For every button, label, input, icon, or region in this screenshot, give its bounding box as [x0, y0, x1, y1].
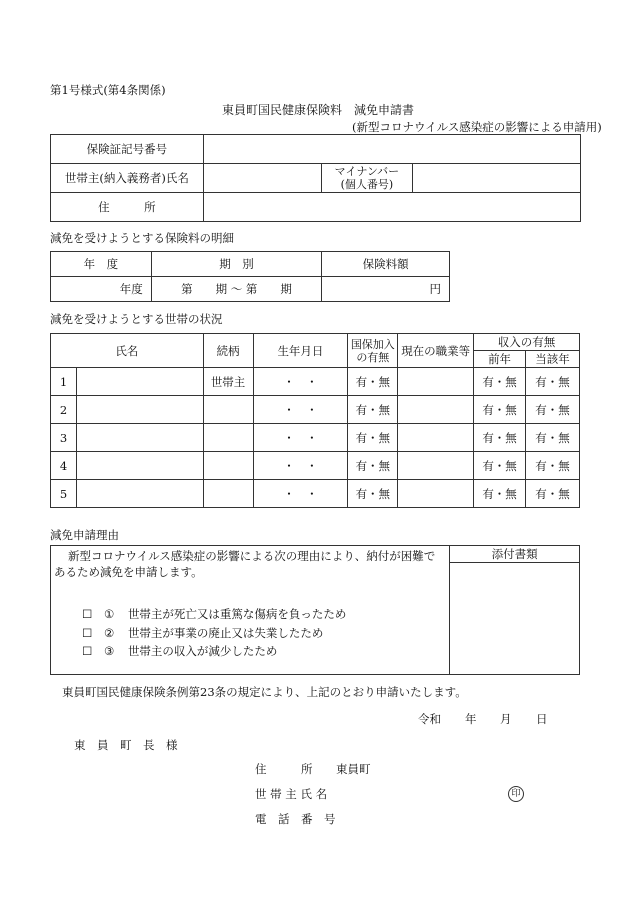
member-job-field[interactable] — [398, 368, 474, 396]
premium-year-field[interactable]: 年度 — [51, 277, 152, 302]
member-name-field[interactable] — [76, 480, 203, 508]
member-relation-field[interactable]: 世帯主 — [203, 368, 253, 396]
member-nhi-field[interactable]: 有・無 — [348, 368, 398, 396]
checkbox[interactable]: ☐ — [82, 644, 93, 658]
member-birth-field[interactable]: ・ ・ — [253, 480, 348, 508]
mynumber-label-line1: マイナンバー — [334, 165, 400, 178]
member-relation-field[interactable] — [203, 424, 253, 452]
row-number: 4 — [51, 452, 77, 480]
household-col-income: 収入の有無 — [474, 334, 580, 351]
insurance-card-label: 保険証記号番号 — [51, 135, 204, 164]
reason-item[interactable] — [82, 606, 346, 622]
reason-item[interactable] — [82, 625, 323, 641]
reason-text: 世帯主が死亡又は重篤な傷病を負ったため — [127, 607, 347, 621]
member-birth-field[interactable]: ・ ・ — [253, 396, 348, 424]
reason-number: ③ — [103, 644, 115, 658]
member-income-prev-field[interactable]: 有・無 — [474, 368, 526, 396]
attachments-field[interactable] — [450, 563, 580, 675]
date-year[interactable]: 年 — [465, 712, 477, 726]
head-name-label: 世帯主(納入義務者)氏名 — [51, 164, 204, 193]
member-income-curr-field[interactable]: 有・無 — [526, 452, 580, 480]
member-income-prev-field[interactable]: 有・無 — [474, 452, 526, 480]
applicant-name-label: 世 帯 主 氏 名 — [255, 787, 328, 801]
table-row — [51, 368, 580, 396]
checkbox[interactable]: ☐ — [82, 626, 93, 640]
household-col-birth: 生年月日 — [253, 334, 348, 368]
form-subtitle: (新型コロナウイルス感染症の影響による申請用) — [352, 120, 602, 134]
table-row — [51, 396, 580, 424]
household-col-nhi — [348, 334, 398, 368]
household-col-income-curr: 当該年 — [526, 351, 580, 368]
premium-period-field[interactable]: 第 期 〜 第 期 — [151, 277, 322, 302]
table-row — [51, 424, 580, 452]
member-name-field[interactable] — [76, 424, 203, 452]
member-name-field[interactable] — [76, 396, 203, 424]
member-income-prev-field[interactable]: 有・無 — [474, 424, 526, 452]
premium-heading: 減免を受けようとする保険料の明細 — [50, 231, 234, 245]
seal-mark — [508, 785, 524, 802]
member-relation-field[interactable] — [203, 452, 253, 480]
member-birth-field[interactable]: ・ ・ — [253, 368, 348, 396]
member-income-curr-field[interactable]: 有・無 — [526, 424, 580, 452]
household-col-name: 氏名 — [51, 334, 204, 368]
table-row — [51, 452, 580, 480]
household-col-nhi-line2: の有無 — [356, 350, 390, 364]
date-month[interactable]: 月 — [500, 712, 512, 726]
applicant-address-value[interactable]: 東員町 — [336, 762, 371, 776]
member-name-field[interactable] — [76, 452, 203, 480]
mynumber-field[interactable] — [413, 164, 581, 193]
reason-item[interactable] — [82, 643, 277, 659]
date-era: 令和 — [418, 712, 441, 726]
member-nhi-field[interactable]: 有・無 — [348, 396, 398, 424]
reason-intro-line2: あるため減免を申請します。 — [54, 565, 203, 579]
row-number: 3 — [51, 424, 77, 452]
insurance-card-field[interactable] — [203, 135, 580, 164]
household-heading: 減免を受けようとする世帯の状況 — [50, 312, 223, 326]
household-col-job: 現在の職業等 — [398, 334, 474, 368]
row-number: 2 — [51, 396, 77, 424]
member-name-field[interactable] — [76, 368, 203, 396]
reason-number: ① — [103, 607, 115, 621]
row-number: 1 — [51, 368, 77, 396]
member-job-field[interactable] — [398, 424, 474, 452]
row-number: 5 — [51, 480, 77, 508]
reason-number: ② — [103, 626, 115, 640]
member-income-curr-field[interactable]: 有・無 — [526, 480, 580, 508]
member-job-field[interactable] — [398, 396, 474, 424]
applicant-info-table — [50, 134, 581, 222]
reason-heading: 減免申請理由 — [50, 528, 119, 542]
member-income-curr-field[interactable]: 有・無 — [526, 396, 580, 424]
member-birth-field[interactable]: ・ ・ — [253, 424, 348, 452]
premium-amount-field[interactable]: 円 — [322, 277, 450, 302]
application-statement: 東員町国民健康保険条例第23条の規定により、上記のとおり申請いたします。 — [62, 685, 467, 699]
reason-text: 世帯主が事業の廃止又は失業したため — [127, 626, 324, 640]
member-income-prev-field[interactable]: 有・無 — [474, 396, 526, 424]
household-col-relation: 続柄 — [203, 334, 253, 368]
premium-col-period: 期 別 — [151, 252, 322, 277]
reason-intro-line1: 新型コロナウイルス感染症の影響による次の理由により、納付が困難で — [68, 549, 436, 563]
member-relation-field[interactable] — [203, 396, 253, 424]
member-birth-field[interactable]: ・ ・ — [253, 452, 348, 480]
household-col-nhi-line1: 国保加入 — [350, 337, 395, 351]
address-field[interactable] — [203, 193, 580, 222]
address-label: 住 所 — [51, 193, 204, 222]
form-title: 東員町国民健康保険料 減免申請書 — [222, 103, 415, 117]
phone-label: 電 話 番 号 — [255, 812, 336, 826]
attachments-label: 添付書類 — [450, 546, 580, 563]
household-table — [50, 333, 580, 508]
member-job-field[interactable] — [398, 480, 474, 508]
member-income-curr-field[interactable]: 有・無 — [526, 368, 580, 396]
reason-text: 世帯主の収入が減少したため — [127, 644, 278, 658]
member-relation-field[interactable] — [203, 480, 253, 508]
premium-col-amount: 保険料額 — [322, 252, 450, 277]
premium-table — [50, 251, 450, 302]
premium-col-year: 年 度 — [51, 252, 152, 277]
checkbox[interactable]: ☐ — [82, 607, 93, 621]
member-nhi-field[interactable]: 有・無 — [348, 424, 398, 452]
mynumber-label-line2: (個人番号) — [340, 178, 394, 191]
applicant-address-label: 住 所 — [255, 762, 313, 776]
member-income-prev-field[interactable]: 有・無 — [474, 480, 526, 508]
seal-icon: 印 — [508, 786, 524, 802]
form-number: 第1号様式(第4条関係) — [50, 83, 166, 97]
member-job-field[interactable] — [398, 452, 474, 480]
member-nhi-field[interactable]: 有・無 — [348, 452, 398, 480]
household-col-income-prev: 前年 — [474, 351, 526, 368]
date-day[interactable]: 日 — [536, 712, 548, 726]
member-nhi-field[interactable]: 有・無 — [348, 480, 398, 508]
head-name-field[interactable] — [203, 164, 321, 193]
mynumber-label — [321, 164, 413, 193]
table-row — [51, 480, 580, 508]
addressee: 東 員 町 長 様 — [74, 738, 178, 752]
